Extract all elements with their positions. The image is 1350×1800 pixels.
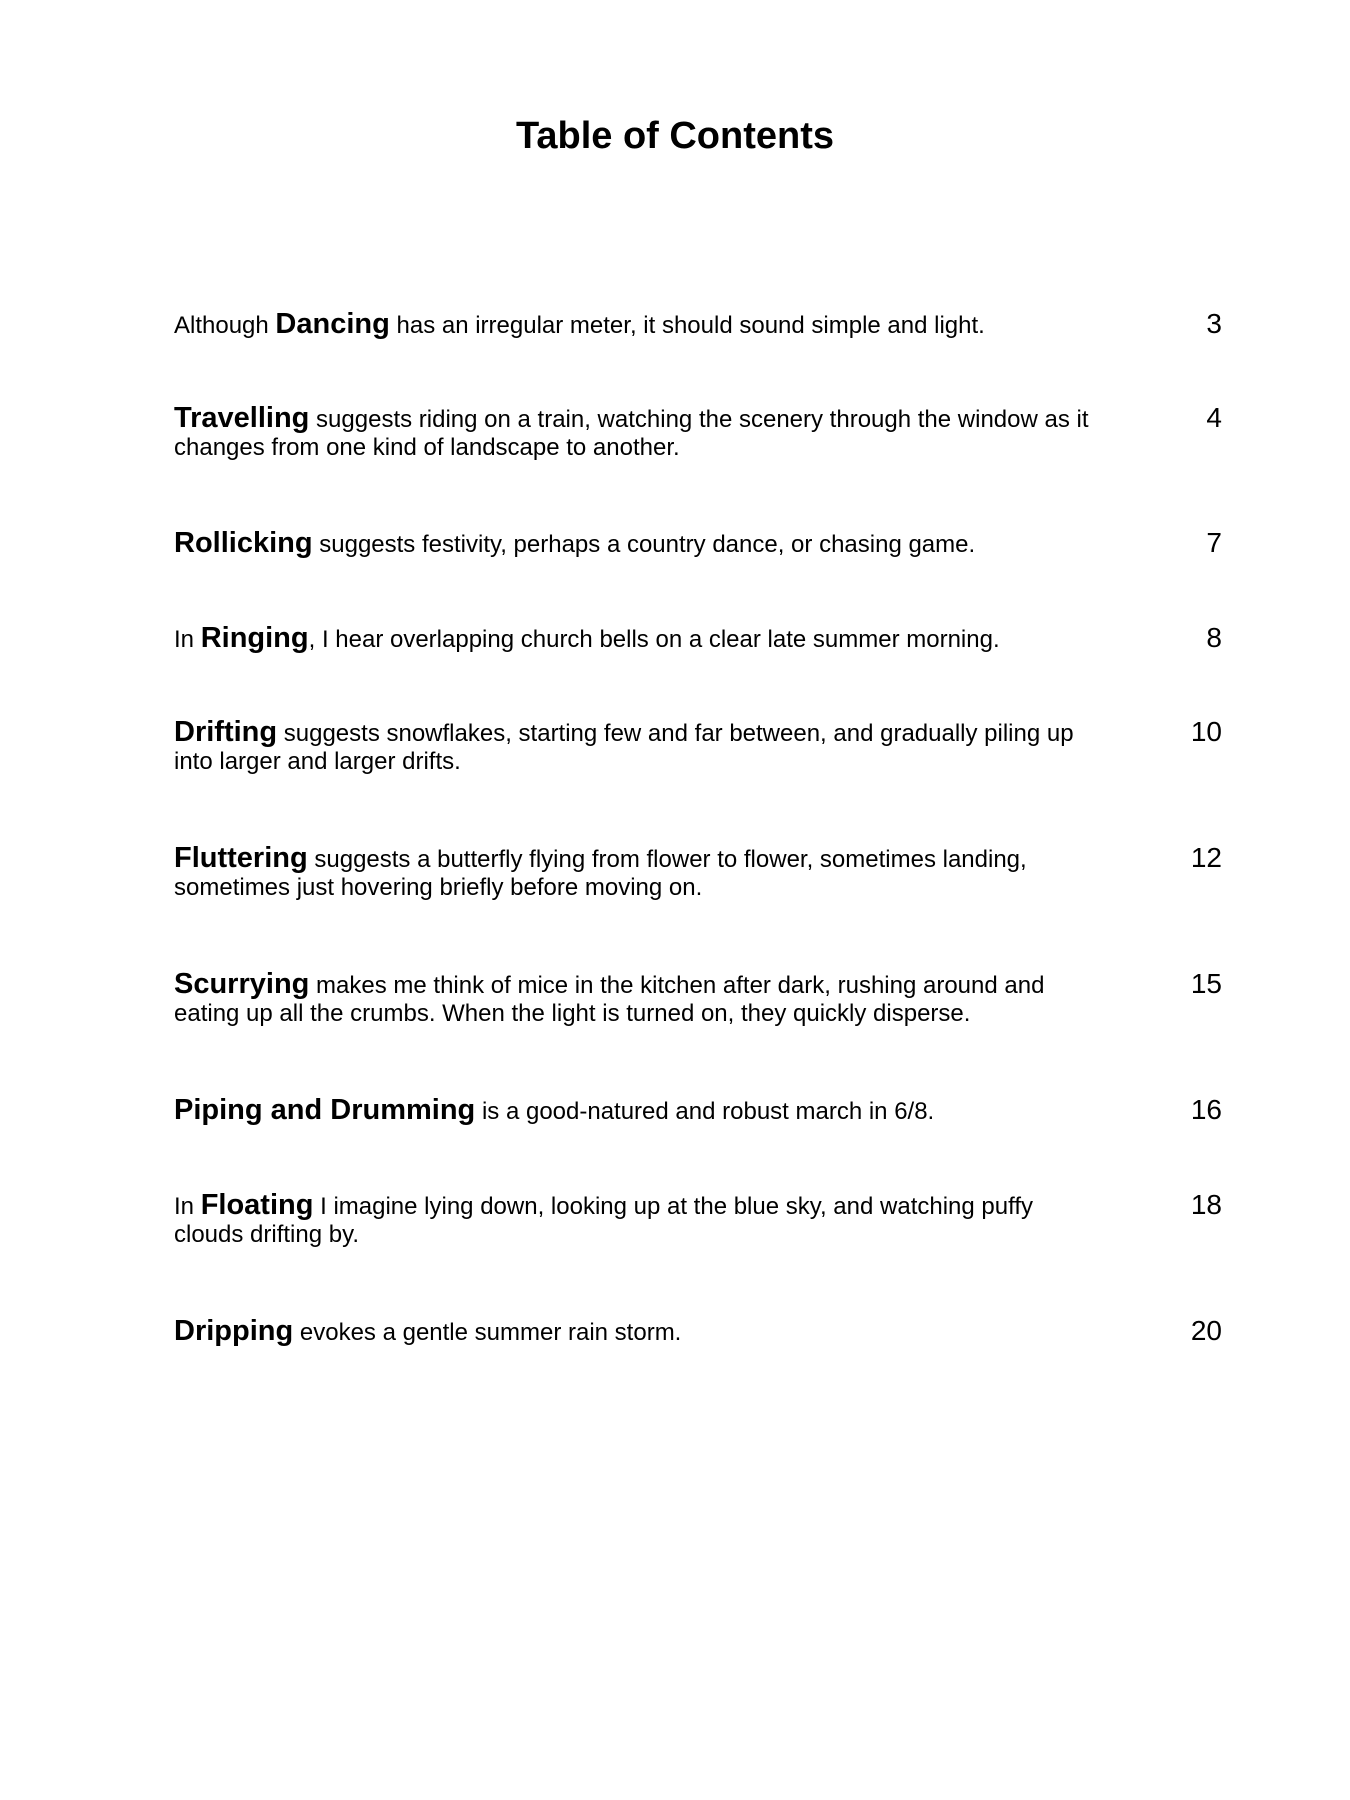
- page-title: Table of Contents: [515, 115, 835, 157]
- page-number: 4: [1206, 402, 1222, 433]
- entry-title: Scurrying: [174, 968, 310, 1000]
- entry-description: Although Dancing has an irregular meter, it should sound simple and light.: [174, 308, 985, 340]
- entry-title: Floating: [200, 1189, 314, 1221]
- page-number: 20: [1190, 1315, 1222, 1346]
- entry-title: Fluttering: [174, 842, 308, 874]
- toc-entry-dripping[interactable]: [174, 1317, 1222, 1347]
- entry-description: Travelling suggests riding on a train, watching the scenery through the window as it changes from one kind of landscape to another.: [174, 402, 1089, 461]
- page-number: 7: [1206, 527, 1222, 558]
- toc-entry-dancing[interactable]: [174, 310, 1222, 340]
- page-number: 15: [1190, 968, 1222, 999]
- toc-entry-rollicking[interactable]: [174, 529, 1222, 559]
- toc-entry-ringing[interactable]: [174, 624, 1222, 654]
- page-number: 10: [1190, 716, 1222, 747]
- page-number: 16: [1190, 1094, 1222, 1125]
- entry-title: Rollicking: [174, 527, 313, 559]
- entry-description: In Ringing, I hear overlapping church bells on a clear late summer morning.: [174, 622, 1000, 654]
- entry-description: Dripping evokes a gentle summer rain storm.: [174, 1315, 682, 1347]
- entry-description: Scurrying makes me think of mice in the kitchen after dark, rushing around and eating up all the crumbs. When the light is turned on, they quickly disperse.: [174, 968, 1045, 1027]
- toc-entry-floating[interactable]: [174, 1191, 1222, 1249]
- page-number: 18: [1190, 1189, 1222, 1220]
- entry-title: Drifting: [174, 716, 278, 748]
- toc-entry-drifting[interactable]: [174, 718, 1222, 776]
- toc-entry-scurrying[interactable]: [174, 970, 1222, 1028]
- entry-title: Ringing: [200, 622, 309, 654]
- toc-entry-travelling[interactable]: [174, 404, 1222, 462]
- entry-title: Piping and Drumming: [174, 1094, 476, 1126]
- entry-description: Rollicking suggests festivity, perhaps a country dance, or chasing game.: [174, 527, 976, 559]
- page-number: 3: [1206, 308, 1222, 339]
- page-number: 12: [1190, 842, 1222, 873]
- page-number: 8: [1206, 622, 1222, 653]
- entry-title: Dripping: [174, 1315, 294, 1347]
- entry-title: Dancing: [275, 308, 390, 340]
- entry-description: In Floating I imagine lying down, looking up at the blue sky, and watching puffy clouds drifting by.: [174, 1189, 1034, 1248]
- entry-description: Piping and Drumming is a good-natured and robust march in 6/8.: [174, 1094, 935, 1126]
- entry-description: Drifting suggests snowflakes, starting few and far between, and gradually piling up into larger and larger drifts.: [174, 716, 1074, 775]
- entry-description: Fluttering suggests a butterfly flying from flower to flower, sometimes landing, sometimes just hovering briefly before moving on.: [174, 842, 1027, 901]
- toc-entry-piping-and-drumming[interactable]: [174, 1096, 1222, 1126]
- entry-title: Travelling: [174, 402, 310, 434]
- toc-entry-fluttering[interactable]: [174, 844, 1222, 902]
